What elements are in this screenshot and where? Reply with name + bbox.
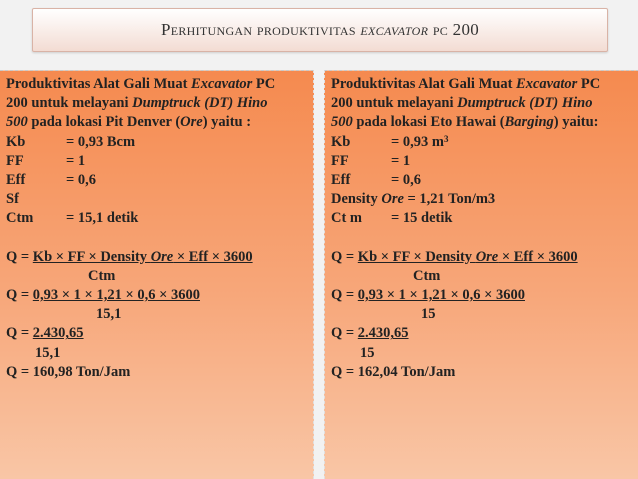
formula-part: Kb × FF × Density — [357, 248, 476, 265]
param-label: FF — [6, 152, 24, 169]
param-label: Eff — [6, 171, 26, 188]
result-text: Q = 162,04 Ton/Jam — [331, 363, 456, 380]
intro-line-1 — [331, 75, 638, 94]
result — [331, 363, 638, 382]
intro-text: PC — [252, 76, 276, 92]
calc-denominator: 15,1 — [96, 306, 122, 323]
formula-denominator — [331, 267, 638, 286]
param-value: = 1 — [391, 152, 411, 169]
formula-italic: Ore — [150, 248, 174, 265]
result-text: Q = 160,98 Ton/Jam — [6, 363, 131, 380]
intro-line-3 — [331, 113, 638, 132]
calc-numerator: 2.430,65 — [357, 325, 409, 342]
intro-italic: 500 — [6, 114, 28, 131]
unit-superscript: 3 — [443, 133, 449, 144]
formula-part: × Eff × 3600 — [173, 248, 253, 265]
formula-prefix: Q = — [6, 248, 33, 265]
formula-part: Kb × FF × Density — [32, 248, 151, 265]
intro-text: pada lokasi Eto Hawai ( — [352, 114, 505, 131]
param-value: = 0,6 — [66, 171, 97, 188]
intro-italic: Excavator — [191, 76, 253, 92]
intro-line-2 — [6, 94, 313, 113]
right-panel — [324, 70, 638, 479]
left-panel — [0, 70, 314, 479]
calc-prefix: Q = — [6, 325, 33, 342]
intro-italic: Ore — [180, 114, 203, 131]
intro-text: PC — [577, 76, 601, 92]
left-content — [0, 71, 313, 382]
calc-prefix: Q = — [331, 287, 358, 304]
param-italic: Ore — [381, 191, 404, 208]
param-sf — [6, 190, 313, 209]
param-value: = 0,6 — [391, 171, 422, 188]
intro-text: 200 untuk melayani — [331, 95, 458, 112]
slide-title-box — [32, 8, 608, 52]
intro-text: pada lokasi Pit Denver ( — [27, 114, 181, 131]
calc1-numerator — [331, 286, 638, 305]
formula-prefix: Q = — [331, 248, 358, 265]
calc2-denominator — [331, 344, 638, 363]
calc1-numerator — [6, 286, 313, 305]
formula-denominator-text: Ctm — [88, 267, 116, 284]
intro-italic: Dumptruck (DT) Hino — [457, 95, 593, 112]
title-italic: excavator — [360, 20, 429, 39]
calc-prefix: Q = — [6, 287, 33, 304]
param-label: Density — [331, 191, 382, 208]
result — [6, 363, 313, 382]
calc-denominator: 15 — [360, 344, 375, 361]
calc1-denominator — [331, 305, 638, 324]
param-value: = 15,1 detik — [66, 210, 139, 227]
right-content — [325, 71, 638, 382]
param-value: = 1,21 Ton/m3 — [403, 191, 496, 208]
intro-italic: Dumptruck (DT) Hino — [132, 95, 268, 112]
intro-text: ) yaitu : — [202, 114, 252, 131]
param-label: Ctm — [6, 210, 34, 227]
calc1-denominator — [6, 305, 313, 324]
param-value: = 0,93 Bcm — [66, 133, 136, 150]
param-ctm — [6, 209, 313, 228]
title-suffix: pc 200 — [428, 20, 480, 39]
param-ff — [331, 152, 638, 171]
calc-denominator: 15,1 — [35, 344, 61, 361]
intro-line-2 — [331, 94, 638, 113]
param-density — [331, 190, 638, 209]
blank-row — [331, 229, 638, 248]
calc-numerator: 2.430,65 — [32, 325, 84, 342]
calc-denominator: 15 — [421, 306, 436, 323]
intro-text: ) yaitu: — [553, 114, 599, 131]
formula-numerator-text — [358, 249, 578, 265]
intro-italic: Barging — [504, 114, 554, 131]
slide-title — [161, 20, 479, 40]
param-value: = 15 detik — [391, 210, 453, 227]
param-label: FF — [331, 152, 349, 169]
formula-numerator — [6, 248, 313, 267]
intro-line-3 — [6, 113, 313, 132]
title-prefix: Perhitungan produktivitas — [160, 20, 361, 39]
param-eff — [331, 171, 638, 190]
formula-italic: Ore — [475, 248, 499, 265]
calc-prefix: Q = — [331, 325, 358, 342]
intro-text: 200 untuk melayani — [6, 95, 133, 112]
formula-numerator-text — [33, 249, 253, 265]
param-label: Sf — [6, 191, 19, 208]
param-eff — [6, 171, 313, 190]
param-kb — [331, 133, 638, 152]
formula-numerator — [331, 248, 638, 267]
intro-line-1 — [6, 75, 313, 94]
formula-denominator-text: Ctm — [413, 267, 441, 284]
param-kb — [6, 133, 313, 152]
calc-numerator: 0,93 × 1 × 1,21 × 0,6 × 3600 — [357, 287, 525, 304]
param-label: Eff — [331, 171, 351, 188]
formula-denominator — [6, 267, 313, 286]
calc2-numerator — [6, 324, 313, 343]
param-value: = 0,93 m — [391, 133, 444, 150]
param-value: = 1 — [66, 152, 86, 169]
calc2-denominator — [6, 344, 313, 363]
param-label: Ct m — [331, 210, 363, 227]
param-ff — [6, 152, 313, 171]
intro-text: Produktivitas Alat Gali Muat — [6, 76, 192, 92]
calc2-numerator — [331, 324, 638, 343]
intro-italic: Excavator — [516, 76, 578, 92]
param-label: Kb — [331, 133, 351, 150]
blank-row — [6, 229, 313, 248]
formula-part: × Eff × 3600 — [498, 248, 578, 265]
intro-italic: 500 — [331, 114, 353, 131]
calc-numerator: 0,93 × 1 × 1,21 × 0,6 × 3600 — [32, 287, 200, 304]
param-ctm — [331, 209, 638, 228]
param-label: Kb — [6, 133, 26, 150]
intro-text: Produktivitas Alat Gali Muat — [331, 76, 517, 92]
